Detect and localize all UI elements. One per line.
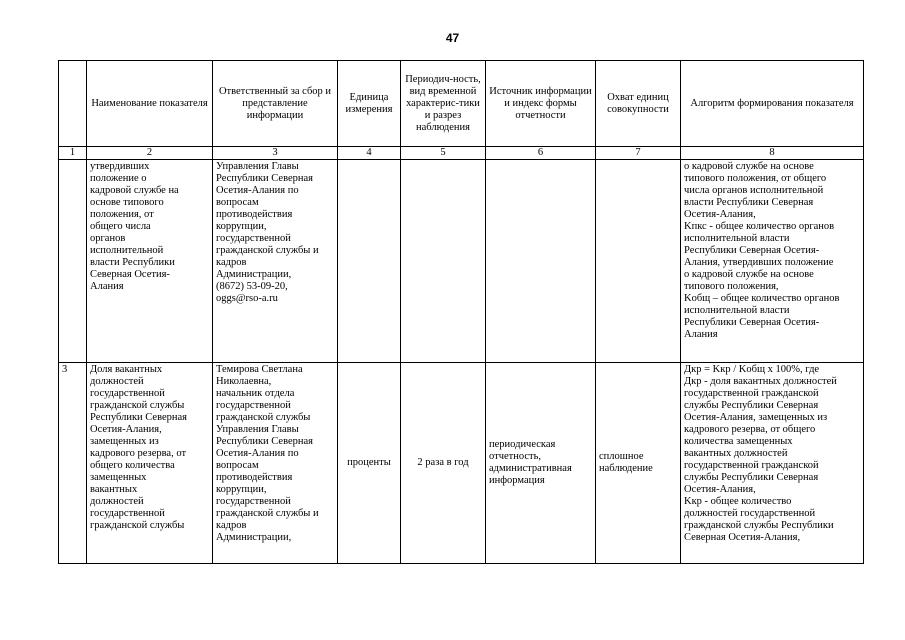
cell-text-line: замещенных из (90, 436, 159, 447)
cell-text-line: числа органов исполнительной (684, 185, 824, 196)
cell-text-line: гражданской службы и (216, 245, 319, 256)
cell-text-line: государственной гражданской (684, 388, 819, 399)
cell-text-line: о кадровой службе на основе (684, 269, 814, 280)
cell-text-line: исполнительной власти (684, 233, 790, 244)
cell-text-line: должностей государственной (684, 508, 816, 519)
header-algorithm: Алгоритм формирования показателя (681, 61, 864, 147)
cell-text-line: утвердивших (90, 161, 150, 172)
header-unit: Единица измерения (338, 61, 401, 147)
cell-text-line: службы Республики Северная (684, 400, 819, 411)
table-row (59, 363, 864, 564)
unit-cell (338, 160, 401, 363)
cell-text-line: коррупции, (216, 221, 267, 232)
cell-text-line: вопросам (216, 197, 259, 208)
header-source: Источник информации и индекс формы отчетности (486, 61, 596, 147)
cell-text-line: замещенных (90, 472, 147, 483)
indicators-table (58, 60, 864, 564)
cell-text-line: должностей (90, 496, 144, 507)
cell-text-line: Осетия-Алания, (684, 484, 756, 495)
cell-text-line: гражданской службы (216, 412, 311, 423)
cell-text-line: Николаевна, (216, 376, 272, 387)
cell-text-line: вакантных должностей (684, 448, 788, 459)
column-number: 3 (213, 147, 338, 160)
cell-text-line: Северная Осетия- (90, 269, 170, 280)
algorithm-cell (681, 160, 864, 363)
cell-text-line: отчетность, (489, 451, 542, 462)
cell-text-line: государственной (90, 508, 165, 519)
cell-text-line: периодическая (489, 439, 556, 450)
page-number: 47 (445, 31, 460, 45)
cell-text-line: кадров (216, 520, 247, 531)
cell-text-line: наблюдение (599, 463, 653, 474)
cell-text-line: противодействия (216, 209, 293, 220)
cell-text-line: вопросам (216, 460, 259, 471)
cell-text-line: сплошное (599, 451, 644, 462)
cell-text-line: Осетия-Алания, замещенных из (684, 412, 828, 423)
column-number: 4 (338, 147, 401, 160)
cell-text-line: oggs@rso-a.ru (216, 293, 278, 304)
cell-text-line: Алания (90, 281, 124, 292)
cell-text-line: Осетия-Алания, (684, 209, 756, 220)
cell-text-line: Республики Северная Осетия- (684, 317, 820, 328)
indicator-name-cell (87, 160, 213, 363)
source-cell (486, 160, 596, 363)
header-indicator-name: Наименование показателя (87, 61, 213, 147)
header-periodicity: Периодич-ность, вид временной характерис-тики и разрез наблюдения (401, 61, 486, 147)
cell-text-line: власти Республики (90, 257, 175, 268)
header-responsible: Ответственный за сбор и представление информации (213, 61, 338, 147)
cell-text-line: Осетия-Алания, (90, 424, 162, 435)
cell-text-line: Республики Северная Осетия- (684, 245, 820, 256)
periodicity-cell: 2 раза в год (401, 363, 486, 564)
cell-text-line: государственной (216, 400, 291, 411)
cell-text-line: информация (489, 475, 545, 486)
cell-text-line: о кадровой службе на основе (684, 161, 814, 172)
cell-text-line: кадрового резерва, от общего (684, 424, 816, 435)
cell-text-line: службы Республики Северная (684, 472, 819, 483)
source-cell (486, 363, 596, 564)
cell-text-line: общего числа (90, 221, 151, 232)
cell-text-line: количества замещенных (684, 436, 793, 447)
cell-text-line: Дкр - доля вакантных должностей (684, 376, 837, 387)
cell-text-line: Осетия-Алания по (216, 185, 299, 196)
cell-text-line: власти Республики Северная (684, 197, 814, 208)
cell-text-line: исполнительной (90, 245, 164, 256)
cell-text-line: типового положения, (684, 281, 779, 292)
row-number (59, 160, 87, 363)
cell-text-line: исполнительной власти (684, 305, 790, 316)
cell-text-line: Управления Главы (216, 424, 299, 435)
cell-text-line: (8672) 53-09-20, (216, 281, 288, 292)
cell-text-line: государственной (90, 388, 165, 399)
cell-text-line: вакантных (90, 484, 138, 495)
cell-text-line: Алания (684, 329, 718, 340)
cell-text-line: положения, от (90, 209, 154, 220)
cell-text-line: типового положения, от общего (684, 173, 827, 184)
cell-text-line: начальник отдела (216, 388, 295, 399)
cell-text-line: Kобщ – общее количество органов (684, 293, 840, 304)
column-number: 7 (596, 147, 681, 160)
column-number: 2 (87, 147, 213, 160)
cell-text-line: кадров (216, 257, 247, 268)
cell-text-line: кадровой службе на (90, 185, 179, 196)
table-row (59, 160, 864, 363)
cell-text-line: должностей (90, 376, 144, 387)
cell-text-line: противодействия (216, 472, 293, 483)
column-number: 8 (681, 147, 864, 160)
coverage-cell (596, 363, 681, 564)
header-col-1 (59, 61, 87, 147)
responsible-cell (213, 363, 338, 564)
column-number: 6 (486, 147, 596, 160)
cell-text-line: Дкр = Kкр / Kобщ x 100%, где (684, 364, 820, 375)
cell-text-line: Северная Осетия-Алания, (684, 532, 801, 543)
cell-text-line: гражданской службы (90, 400, 185, 411)
column-number: 5 (401, 147, 486, 160)
algorithm-cell (681, 363, 864, 564)
header-coverage: Охват единиц совокупности (596, 61, 681, 147)
indicator-name-cell (87, 363, 213, 564)
cell-text-line: общего количества (90, 460, 175, 471)
cell-text-line: административная (489, 463, 572, 474)
cell-text-line: органов (90, 233, 126, 244)
header-row (59, 61, 864, 147)
cell-text-line: государственной (216, 496, 291, 507)
column-number: 1 (59, 147, 87, 160)
cell-text-line: Республики Северная (216, 436, 314, 447)
cell-text-line: Темирова Светлана (216, 364, 303, 375)
cell-text-line: Управления Главы (216, 161, 299, 172)
cell-text-line: кадрового резерва, от (90, 448, 187, 459)
unit-cell: проценты (338, 363, 401, 564)
cell-text-line: Алания, утвердивших положение (684, 257, 834, 268)
cell-text-line: Kпкс - общее количество органов (684, 221, 835, 232)
cell-text-line: коррупции, (216, 484, 267, 495)
responsible-cell (213, 160, 338, 363)
coverage-cell (596, 160, 681, 363)
cell-text-line: государственной гражданской (684, 460, 819, 471)
cell-text-line: государственной (216, 233, 291, 244)
cell-text-line: гражданской службы (90, 520, 185, 531)
cell-text-line: Республики Северная (90, 412, 188, 423)
header-numbers-row (59, 147, 864, 160)
cell-text-line: Администрации, (216, 532, 292, 543)
cell-text-line: Администрации, (216, 269, 292, 280)
cell-text-line: гражданской службы и (216, 508, 319, 519)
cell-text-line: положение о (90, 173, 147, 184)
cell-text-line: гражданской службы Республики (684, 520, 834, 531)
cell-text-line: основе типового (90, 197, 164, 208)
cell-text-line: Осетия-Алания по (216, 448, 299, 459)
cell-text-line: Доля вакантных (90, 364, 163, 375)
periodicity-cell (401, 160, 486, 363)
row-number: 3 (59, 363, 87, 564)
cell-text-line: Kкр - общее количество (684, 496, 792, 507)
cell-text-line: Республики Северная (216, 173, 314, 184)
